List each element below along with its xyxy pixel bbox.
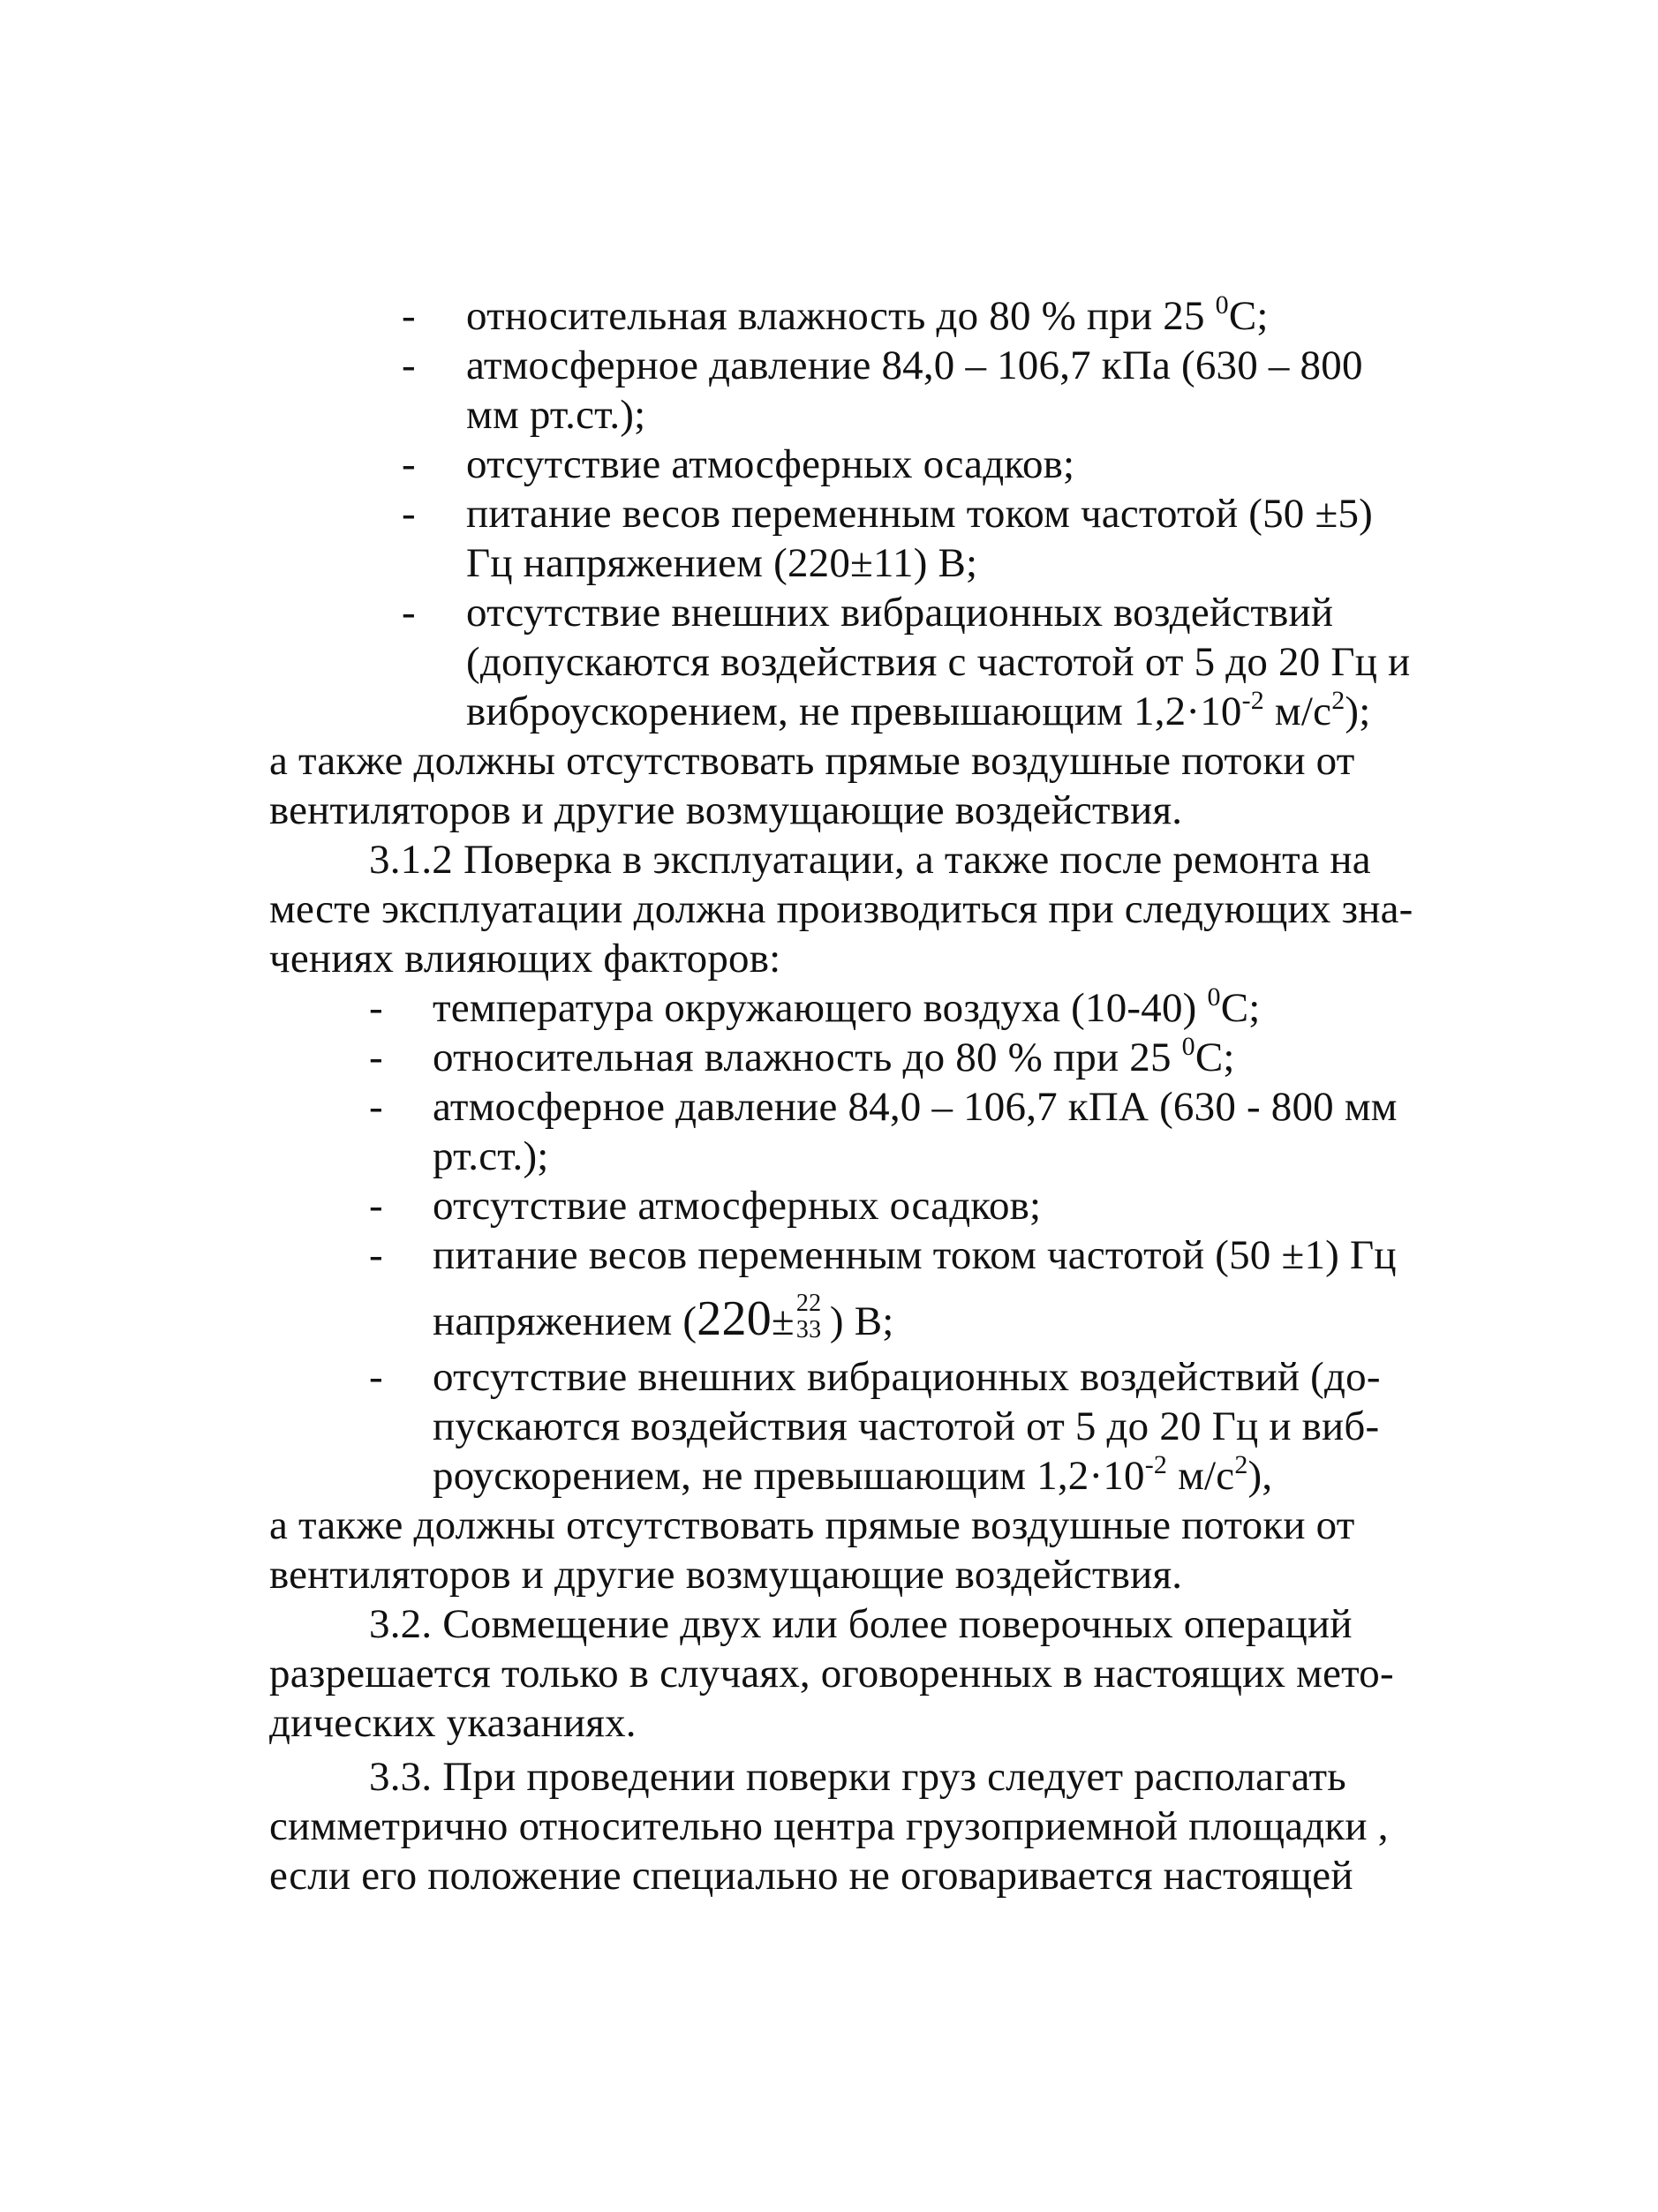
list-item-cont: мм рт.ст.); <box>466 392 646 438</box>
list-dash: - <box>369 1035 383 1080</box>
paragraph-3-3-line: симметрично относительно центра грузоприемной площадки , <box>269 1803 1389 1849</box>
list-item-cont: Гц напряжением (220±11) В; <box>466 540 978 586</box>
list-item-cont: роускорением, не превышающим $1,2\cdot 10^{-2}$ $м/с^2$), <box>433 1450 1273 1499</box>
list-item-cont: пускаются воздействия частотой от 5 до 20 Гц и виб- <box>433 1403 1380 1449</box>
list-dash: - <box>369 1232 383 1278</box>
list-item: относительная влажность до 80 % при 25 $^0$C; <box>466 290 1269 339</box>
list-item: отсутствие внешних вибрационных воздействий (до- <box>433 1354 1381 1400</box>
paragraph-3-2-line: 3.2. Совмещение двух или более поверочных операций <box>369 1601 1353 1647</box>
paragraph-3-2-line: дических указаниях. <box>269 1700 637 1746</box>
paragraph-3-1-2-line: чениях влияющих факторов: <box>269 936 781 982</box>
paragraph-3-3-line: если его положение специально не оговаривается настоящей <box>269 1853 1353 1899</box>
list-item: температура окружающего воздуха (10-40) $^0$C; <box>433 982 1261 1031</box>
list-dash: - <box>369 985 383 1031</box>
list-item-cont: напряжением (220± 22 33 ) В; <box>433 1290 894 1346</box>
list-dash: - <box>369 1354 383 1400</box>
list-dash: - <box>402 441 416 487</box>
list-item: атмосферное давление 84,0 – 106,7 кПа (630 – 800 <box>466 342 1363 388</box>
paragraph-3-3-line: 3.3. При проведении поверки груз следует располагать <box>369 1754 1346 1800</box>
list-dash: - <box>369 1183 383 1229</box>
list-dash: - <box>402 342 416 388</box>
list-item: относительная влажность до 80 % при 25 $^0$C; <box>433 1032 1235 1080</box>
paragraph-line: вентиляторов и другие возмущающие воздействия. <box>269 1552 1183 1598</box>
list-item: отсутствие атмосферных осадков; <box>433 1183 1042 1229</box>
list-dash: - <box>402 590 416 636</box>
list-item-cont: рт.ст.); <box>433 1133 549 1179</box>
paragraph-3-1-2-line: месте эксплуатации должна производиться при следующих зна- <box>269 886 1413 932</box>
paragraph-3-1-2-line: 3.1.2 Поверка в эксплуатации, а также после ремонта на <box>369 837 1371 883</box>
list-item-cont: (допускаются воздействия с частотой от 5 до 20 Гц и <box>466 639 1411 685</box>
list-item: отсутствие внешних вибрационных воздействий <box>466 590 1334 636</box>
list-dash: - <box>402 491 416 537</box>
list-item: атмосферное давление 84,0 – 106,7 кПА (630 - 800 мм <box>433 1084 1398 1130</box>
list-item: питание весов переменным током частотой (50 ±5) <box>466 491 1373 537</box>
tolerance-stack: 22 33 <box>795 1290 822 1343</box>
list-item: отсутствие атмосферных осадков; <box>466 441 1075 487</box>
list-dash: - <box>369 1084 383 1130</box>
list-item: питание весов переменным током частотой (50 ±1) Гц <box>433 1232 1397 1278</box>
list-dash: - <box>402 293 416 339</box>
paragraph-line: а также должны отсутствовать прямые воздушные потоки от <box>269 1502 1355 1548</box>
paragraph-line: а также должны отсутствовать прямые воздушные потоки от <box>269 738 1355 784</box>
paragraph-line: вентиляторов и другие возмущающие воздействия. <box>269 787 1183 833</box>
paragraph-3-2-line: разрешается только в случаях, оговоренных в настоящих мето- <box>269 1651 1394 1697</box>
list-item-cont: виброускорением, не превышающим $1,2\cdot 10^{-2}$ $м/с^2$); <box>466 686 1371 734</box>
